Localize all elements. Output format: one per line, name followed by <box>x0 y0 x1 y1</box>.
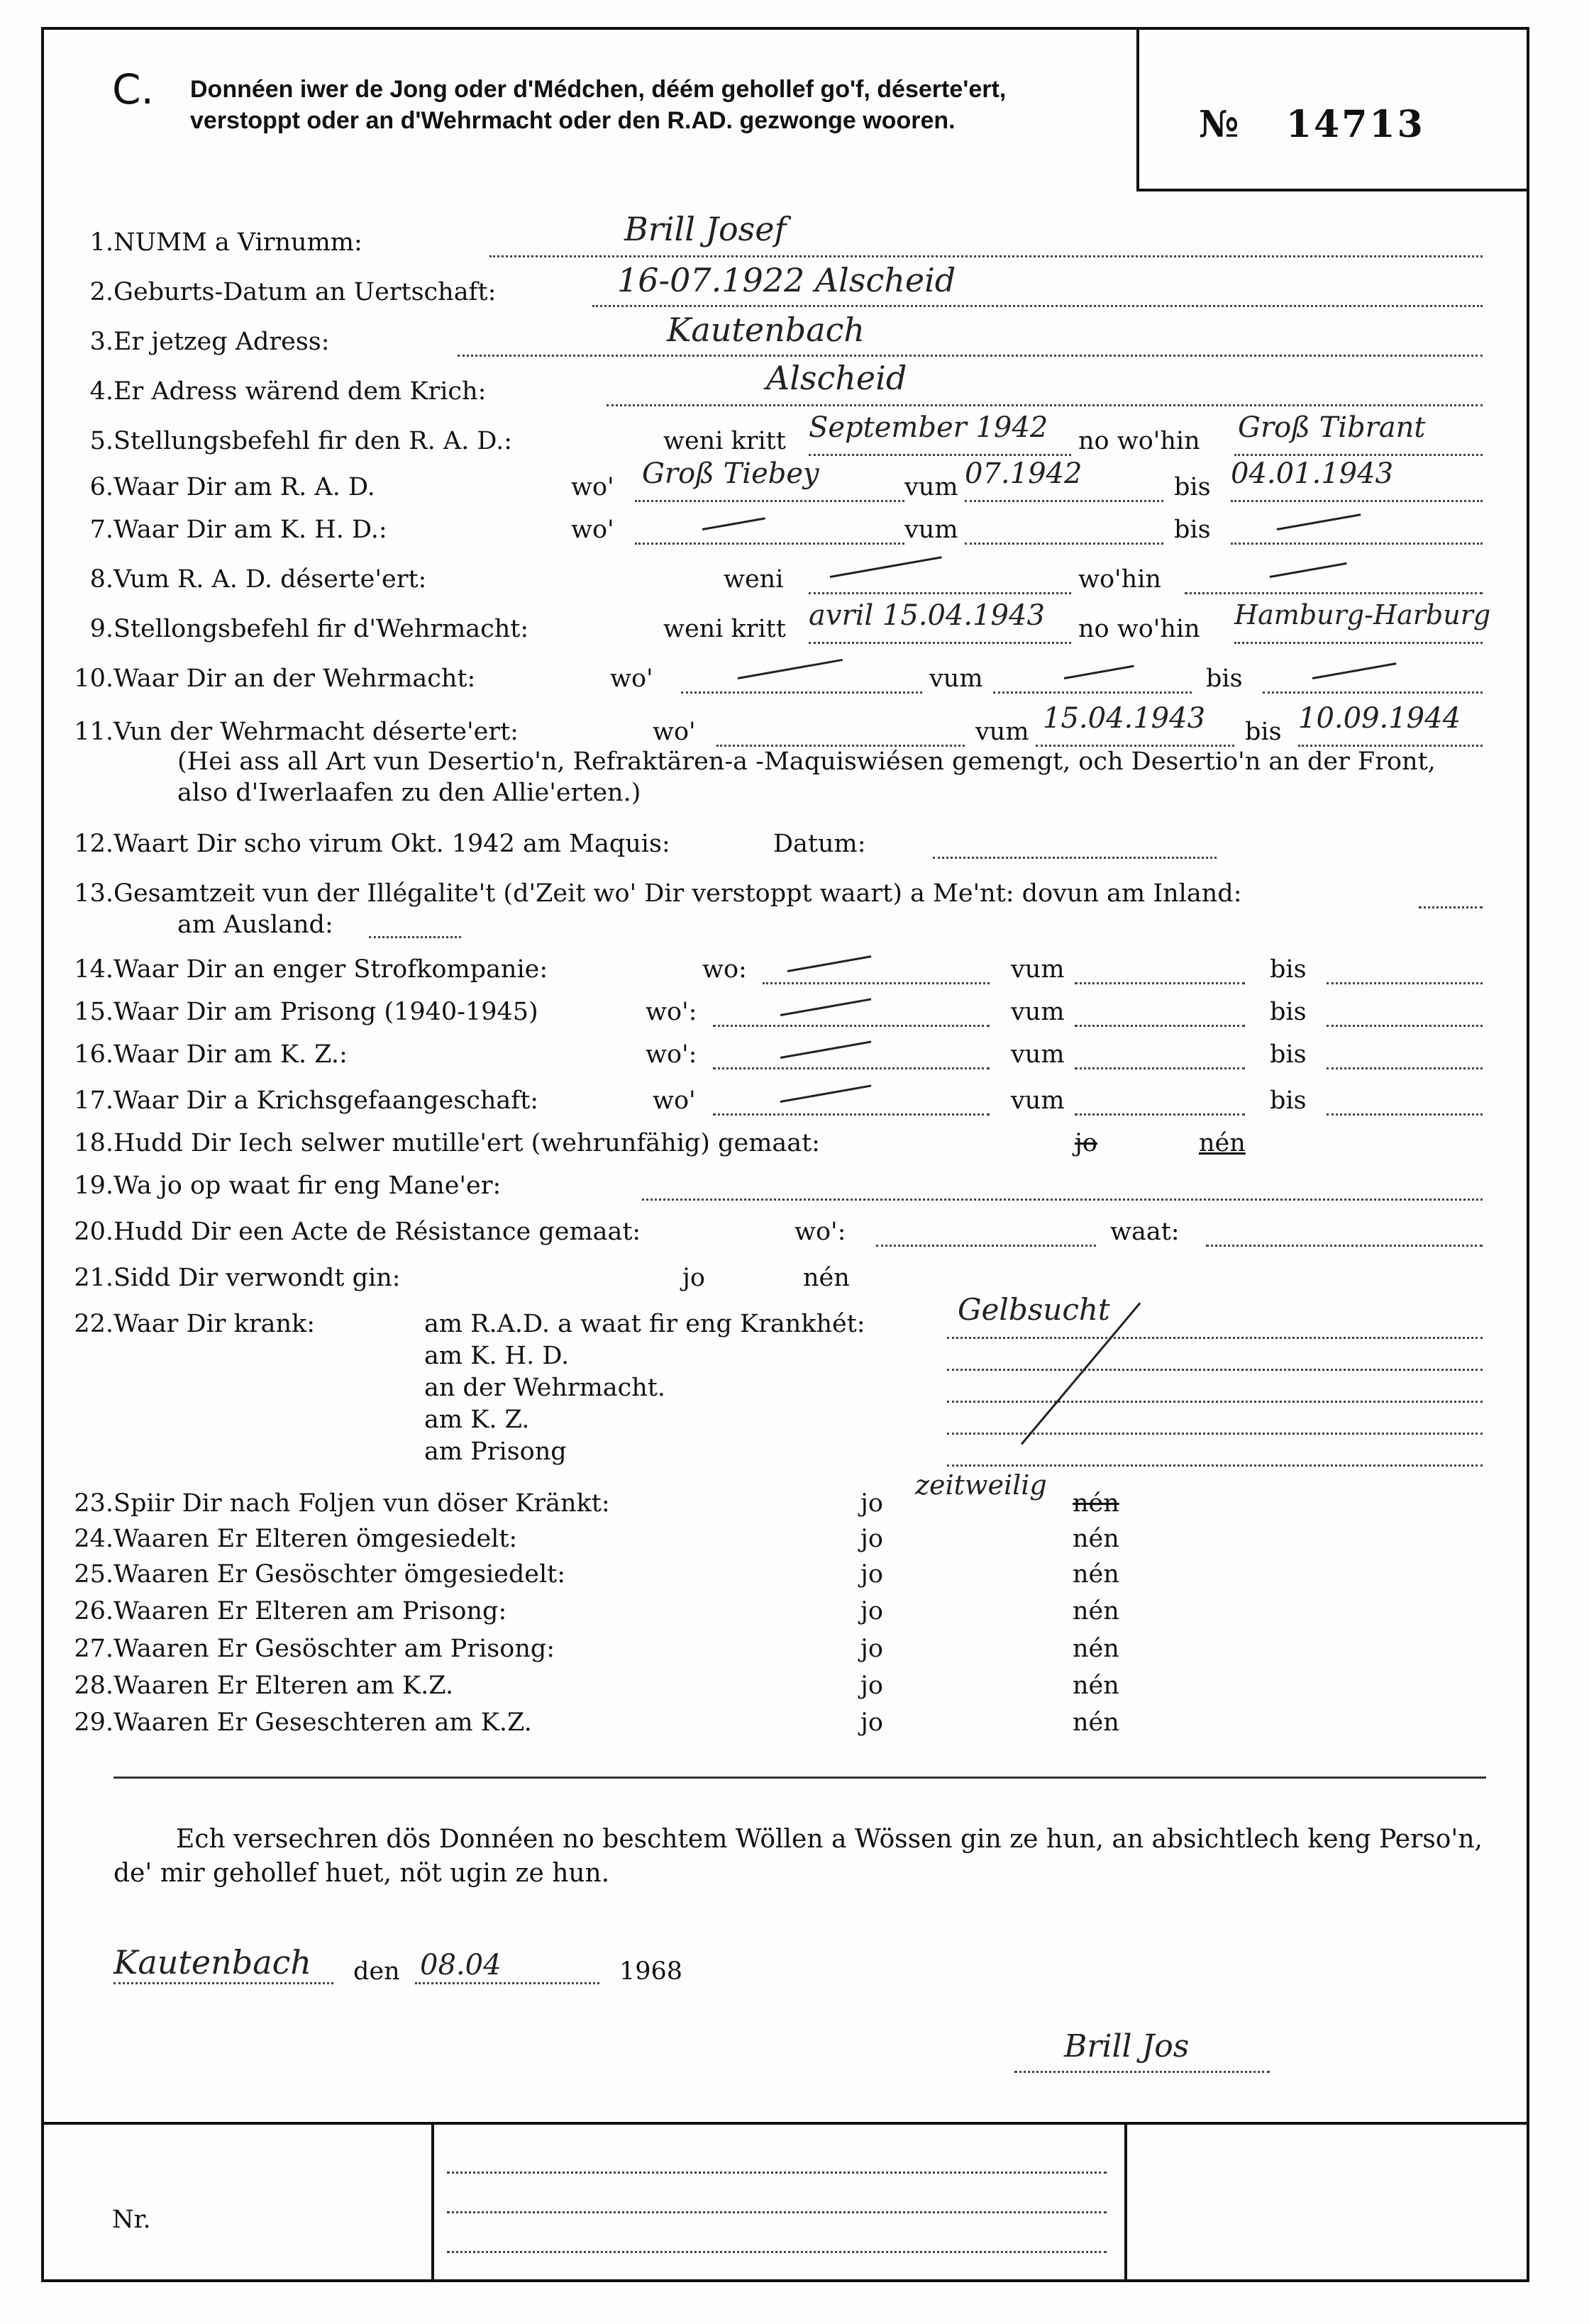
label-wo: wo': <box>646 998 697 1026</box>
row-14 <box>74 954 548 985</box>
fill-line[interactable] <box>809 454 1071 456</box>
declaration-text: Ech versechren dös Donnéen no beschtem Wöllen a Wössen gin ze hun, an absichtlech keng Perso'n, de' mir gehollef huet, nöt ugin ze hun. <box>114 1825 1483 1888</box>
row-1 <box>89 227 362 258</box>
label-weni: weni <box>724 565 784 594</box>
option-jo[interactable]: jo <box>860 1525 883 1553</box>
header-title: Donnéen iwer de Jong oder d'Médchen, déém gehollef go'f, déserte'ert, verstoppt oder an d'Wehrmacht oder den R.AD. gezwonge wooren. <box>190 76 1007 134</box>
row-label: Stellungsbefehl fir den R. A. D.: <box>114 427 513 455</box>
number-box-bottom <box>1136 189 1529 191</box>
row-label: Waar Dir krank: <box>114 1310 315 1338</box>
row-24 <box>74 1523 518 1555</box>
handwritten-consequence: zeitweilig <box>915 1469 1047 1501</box>
row-number: 15. <box>74 998 114 1026</box>
label-bis: bis <box>1206 665 1243 693</box>
row-number: 4. <box>89 377 114 406</box>
row-27 <box>74 1633 555 1664</box>
fill-line[interactable] <box>947 1401 1483 1403</box>
row-number: 22. <box>74 1310 114 1338</box>
row-number: 8. <box>89 565 114 594</box>
row-label: Gesamtzeit vun der Illégalite't (d'Zeit wo' Dir verstoppt waart) a Me'nt: dovun am Inland: <box>114 879 1242 908</box>
fill-line[interactable] <box>947 1464 1483 1467</box>
footer-divider-1 <box>431 2122 434 2282</box>
fill-line[interactable] <box>1231 543 1483 545</box>
registry-line-1[interactable] <box>447 2172 1107 2174</box>
label-datum: Datum: <box>773 830 866 858</box>
handwritten-date: 08.04 <box>420 1949 502 1981</box>
handwritten-desertion-to: 10.09.1944 <box>1298 702 1461 735</box>
row-number: 26. <box>74 1597 114 1625</box>
label-wo: wo: <box>702 955 747 984</box>
row-19 <box>74 1170 502 1201</box>
option-nen[interactable]: nén <box>1073 1635 1119 1663</box>
label-vum: vum <box>1011 1086 1065 1115</box>
fill-line[interactable] <box>713 1067 990 1069</box>
desertion-note: (Hei ass all Art vun Desertio'n, Refraktären-a -Maquiswiésen gemengt, och Desertio'n an der Front, also d'Iwerlaafen zu den Allie'erten.) <box>177 747 1436 807</box>
fill-line[interactable] <box>635 500 904 502</box>
label-wo: wo' <box>653 718 696 746</box>
row-label: Waar Dir an der Wehrmacht: <box>114 665 476 693</box>
label-wo: wo' <box>653 1086 696 1115</box>
row-number: 12. <box>74 830 114 858</box>
handwritten-name: Brill Josef <box>624 210 787 248</box>
fill-line[interactable] <box>1327 1025 1483 1027</box>
row-label: Hudd Dir een Acte de Résistance gemaat: <box>114 1218 641 1246</box>
row-label: Sidd Dir verwondt gin: <box>114 1264 401 1292</box>
option-nen[interactable]: nén <box>1073 1597 1119 1625</box>
option-jo[interactable]: jo <box>860 1672 883 1700</box>
label-vum: vum <box>975 718 1029 746</box>
fill-line[interactable] <box>1075 1113 1245 1116</box>
label-bis: bis <box>1270 955 1307 984</box>
row-number: 19. <box>74 1172 114 1200</box>
row-number: 10. <box>74 665 114 693</box>
row-22 <box>74 1308 315 1340</box>
fill-line[interactable] <box>592 305 1483 307</box>
label-bis: bis <box>1270 998 1307 1026</box>
row-label: Vum R. A. D. déserte'ert: <box>114 565 427 594</box>
fill-line[interactable] <box>1327 982 1483 984</box>
row-7 <box>89 514 387 545</box>
label-vum: vum <box>1011 1040 1065 1069</box>
row-18 <box>74 1128 820 1159</box>
row-23 <box>74 1488 610 1519</box>
fill-line[interactable] <box>1231 500 1483 502</box>
row-label: Stellongsbefehl fir d'Wehrmacht: <box>114 615 529 643</box>
row-number: 17. <box>74 1086 114 1115</box>
form-number <box>1199 103 1425 146</box>
row-number: 3. <box>89 328 114 356</box>
row-number: 9. <box>89 615 114 643</box>
row-number: 23. <box>74 1489 114 1518</box>
label-wo: wo' <box>571 473 614 501</box>
row-number: 13. <box>74 879 114 908</box>
fill-line[interactable] <box>1327 1113 1483 1116</box>
row-label: Waar Dir am Prisong (1940-1945) <box>114 998 538 1026</box>
row-6 <box>89 472 375 503</box>
row-10 <box>74 663 476 694</box>
handwritten-address: Kautenbach <box>667 311 865 349</box>
fill-line[interactable] <box>635 543 904 545</box>
fill-line[interactable] <box>1185 592 1483 594</box>
option-nen[interactable]: nén <box>1073 1672 1119 1700</box>
signature-line[interactable] <box>1014 2071 1270 2073</box>
label-waat: waat: <box>1110 1218 1180 1246</box>
label-wo: wo': <box>646 1040 697 1069</box>
label-wo: wo' <box>610 665 653 693</box>
row-28 <box>74 1670 454 1701</box>
fill-line[interactable] <box>713 1113 990 1116</box>
row-5 <box>89 426 513 457</box>
registry-line-2[interactable] <box>447 2211 1107 2213</box>
row-number: 29. <box>74 1708 114 1737</box>
row-number: 2. <box>89 278 114 306</box>
label-year: 1968 <box>619 1957 683 1986</box>
option-nen[interactable]: nén <box>1073 1708 1119 1737</box>
row-3 <box>89 326 330 357</box>
option-nen-selected[interactable]: nén <box>1199 1129 1246 1157</box>
option-jo[interactable]: jo <box>860 1489 883 1518</box>
label-vum: vum <box>1011 998 1065 1026</box>
label-weni-kritt: weni kritt <box>663 427 786 455</box>
fill-line[interactable] <box>369 936 461 938</box>
row-number: 5. <box>89 427 114 455</box>
row-number: 1. <box>89 228 114 257</box>
fill-line[interactable] <box>642 1199 1483 1201</box>
label-den: den <box>353 1957 400 1986</box>
row-number: 6. <box>89 473 114 501</box>
row-label: Wa jo op waat fir eng Mane'er: <box>114 1172 502 1200</box>
number-value: 14713 <box>1285 103 1425 146</box>
row-number: 16. <box>74 1040 114 1069</box>
row-label: Waar Dir a Krichsgefaangeschaft: <box>114 1086 539 1115</box>
section-separator <box>114 1777 1486 1779</box>
label-bis: bis <box>1270 1040 1307 1069</box>
handwritten-rad-date: September 1942 <box>809 411 1048 444</box>
row-number: 20. <box>74 1218 114 1246</box>
row-label: Waaren Er Elteren am Prisong: <box>114 1597 507 1625</box>
option-jo[interactable]: jo <box>860 1635 883 1663</box>
row-26 <box>74 1596 507 1627</box>
row-number: 21. <box>74 1264 114 1292</box>
label-vum: vum <box>1011 955 1065 984</box>
row-13 <box>74 878 1242 909</box>
handwritten-rad-place: Groß Tibrant <box>1238 411 1426 444</box>
label-bis: bis <box>1245 718 1282 746</box>
option-jo[interactable]: jo <box>860 1597 883 1625</box>
row-4 <box>89 376 487 407</box>
fill-line[interactable] <box>1327 1067 1483 1069</box>
row-label: Waart Dir scho virum Okt. 1942 am Maquis: <box>114 830 670 858</box>
fill-line[interactable] <box>713 1025 990 1027</box>
fill-line[interactable] <box>1263 691 1483 694</box>
handwritten-rad-to: 04.01.1943 <box>1231 457 1394 490</box>
row-16 <box>74 1039 348 1070</box>
label-vum: vum <box>904 516 958 544</box>
label-bis: bis <box>1270 1086 1307 1115</box>
row-8 <box>89 564 427 595</box>
row-17 <box>74 1085 539 1116</box>
header-divider <box>1136 27 1139 191</box>
handwritten-desertion-from: 15.04.1943 <box>1043 702 1206 735</box>
label-weni-kritt: weni kritt <box>663 615 786 643</box>
fill-line[interactable] <box>1075 1025 1245 1027</box>
fill-line[interactable] <box>993 691 1192 694</box>
handwritten-wehrmacht-date: avril 15.04.1943 <box>809 599 1045 632</box>
row-11 <box>74 716 519 747</box>
row-21 <box>74 1262 401 1294</box>
row-number: 27. <box>74 1635 114 1663</box>
row-15 <box>74 996 538 1028</box>
handwritten-wehrmacht-place: Hamburg-Harburg <box>1234 599 1491 630</box>
row-25 <box>74 1559 566 1590</box>
row-label: Geburts-Datum an Uertschaft: <box>114 278 497 306</box>
fill-line[interactable] <box>1234 454 1483 456</box>
fill-line[interactable] <box>763 982 990 984</box>
row-9 <box>89 613 529 645</box>
row-number: 28. <box>74 1672 114 1700</box>
row-label: Waaren Er Elteren am K.Z. <box>114 1672 454 1700</box>
fill-line[interactable] <box>965 500 1163 502</box>
fill-line[interactable] <box>965 543 1163 545</box>
fill-line[interactable] <box>947 1337 1483 1339</box>
option-nen[interactable]: nén <box>1073 1525 1119 1553</box>
fill-line[interactable] <box>1075 982 1245 984</box>
option-jo-struck[interactable]: jo <box>1075 1129 1097 1157</box>
label-wo: wo': <box>794 1218 846 1246</box>
label-wehrmacht: an der Wehrmacht. <box>424 1374 666 1402</box>
fill-line[interactable] <box>1419 906 1483 908</box>
row-number: 18. <box>74 1129 114 1157</box>
fill-line[interactable] <box>1234 642 1483 644</box>
row-label: NUMM a Virnumm: <box>114 228 362 257</box>
fill-line[interactable] <box>947 1369 1483 1371</box>
fill-line[interactable] <box>933 857 1217 859</box>
row-2 <box>89 277 497 308</box>
row-label: Waar Dir am R. A. D. <box>114 473 375 501</box>
label-vum: vum <box>929 665 983 693</box>
date-line[interactable] <box>415 1982 599 1984</box>
footer-top-line <box>41 2122 1529 2125</box>
row-label: Waar Dir am K. H. D.: <box>114 516 387 544</box>
fill-line[interactable] <box>1206 1245 1483 1247</box>
label-bis: bis <box>1174 516 1211 544</box>
place-line[interactable] <box>114 1982 333 1984</box>
row-label: Er jetzeg Adress: <box>114 328 330 356</box>
label-rad-illness: am R.A.D. a waat fir eng Krankhét: <box>424 1310 865 1338</box>
row-label: Waar Dir am K. Z.: <box>114 1040 348 1069</box>
row-label: Hudd Dir Iech selwer mutille'ert (wehrunfähig) gemaat: <box>114 1129 820 1157</box>
nr-label: Nr. <box>112 2206 151 2234</box>
label-khd: am K. H. D. <box>424 1342 570 1370</box>
fill-line[interactable] <box>489 255 1483 257</box>
fill-line[interactable] <box>1075 1067 1245 1069</box>
fill-line[interactable] <box>607 404 1483 406</box>
row-number: 25. <box>74 1560 114 1589</box>
row-number: 11. <box>74 718 114 746</box>
row-label: Waar Dir an enger Strofkompanie: <box>114 955 548 984</box>
row-label: Waaren Er Elteren ömgesiedelt: <box>114 1525 518 1553</box>
row-number: 7. <box>89 516 114 544</box>
row-label: Waaren Er Geseschteren am K.Z. <box>114 1708 532 1737</box>
row-label: Vun der Wehrmacht déserte'ert: <box>114 718 519 746</box>
label-no-wohin: no wo'hin <box>1078 615 1200 643</box>
row-label: Spiir Dir nach Foljen vun döser Kränkt: <box>114 1489 610 1518</box>
row-number: 14. <box>74 955 114 984</box>
row-29 <box>74 1707 532 1738</box>
handwritten-rad-from: 07.1942 <box>965 457 1083 490</box>
row-number: 24. <box>74 1525 114 1553</box>
label-wohin: wo'hin <box>1078 565 1161 594</box>
option-nen[interactable]: nén <box>1073 1560 1119 1589</box>
fill-line[interactable] <box>458 355 1483 357</box>
label-wo: wo' <box>571 516 614 544</box>
label-am-ausland: am Ausland: <box>177 911 333 939</box>
fill-line[interactable] <box>681 691 922 694</box>
option-nen[interactable]: nén <box>803 1264 850 1292</box>
fill-line[interactable] <box>876 1245 1096 1247</box>
label-prisong: am Prisong <box>424 1438 567 1466</box>
signature: Brill Jos <box>1064 2028 1190 2064</box>
option-jo[interactable]: jo <box>860 1560 883 1589</box>
label-vum: vum <box>904 473 958 501</box>
number-symbol: № <box>1199 103 1241 146</box>
fill-line[interactable] <box>809 642 1071 644</box>
registry-line-3[interactable] <box>447 2251 1107 2253</box>
option-jo[interactable]: jo <box>860 1708 883 1737</box>
option-jo[interactable]: jo <box>682 1264 705 1292</box>
label-kz: am K. Z. <box>424 1406 530 1434</box>
handwritten-rad-location: Groß Tiebey <box>642 457 819 490</box>
row-label: Er Adress wärend dem Krich: <box>114 377 487 406</box>
row-20 <box>74 1216 641 1247</box>
row-12 <box>74 828 670 860</box>
row-label: Waaren Er Gesöschter am Prisong: <box>114 1635 555 1663</box>
fill-line[interactable] <box>809 592 1071 594</box>
label-no-wohin: no wo'hin <box>1078 427 1200 455</box>
footer-divider-2 <box>1124 2122 1127 2282</box>
handwritten-place: Kautenbach <box>114 1943 312 1981</box>
option-nen-struck[interactable]: nén <box>1073 1489 1119 1518</box>
handwritten-birth: 16-07.1922 Alscheid <box>617 261 956 299</box>
row-label: Waaren Er Gesöschter ömgesiedelt: <box>114 1560 566 1589</box>
handwritten-illness: Gelbsucht <box>958 1292 1110 1327</box>
section-letter: C. <box>112 65 154 113</box>
label-bis: bis <box>1174 473 1211 501</box>
handwritten-war-address: Alscheid <box>766 359 907 397</box>
